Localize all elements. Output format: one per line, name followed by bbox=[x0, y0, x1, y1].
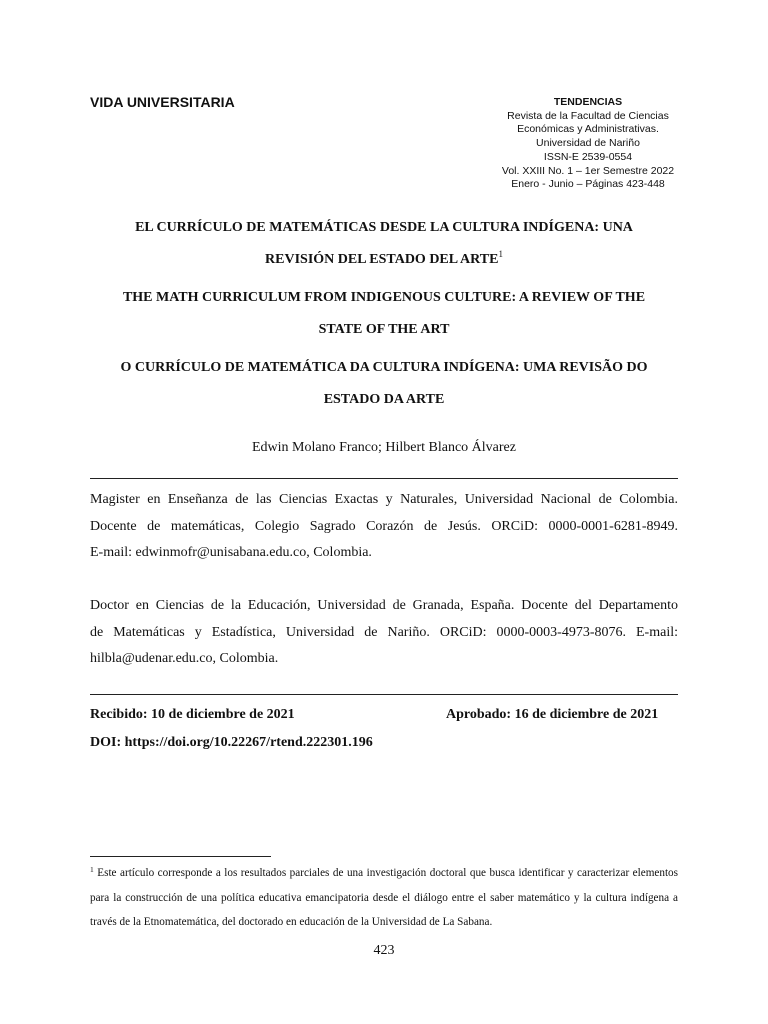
journal-line: Revista de la Facultad de Ciencias bbox=[507, 109, 669, 122]
journal-info bbox=[478, 96, 698, 192]
title-portuguese-line: O CURRÍCULO DE MATEMÁTICA DA CULTURA INDÍGENA: UMA REVISÃO DO bbox=[120, 360, 648, 375]
affiliation-line: Magister en Enseñanza de las Ciencias Exactas y Naturales, Universidad Nacional de Colombia. bbox=[90, 492, 678, 507]
divider bbox=[90, 478, 678, 479]
title-english bbox=[90, 282, 678, 346]
title-english-line: THE MATH CURRICULUM FROM INDIGENOUS CULTURE: A REVIEW OF THE bbox=[122, 290, 646, 305]
journal-line: Vol. XXIII No. 1 – 1er Semestre 2022 bbox=[501, 164, 675, 177]
journal-line: Universidad de Nariño bbox=[536, 137, 640, 150]
affiliation-line: Docente de matemáticas, Colegio Sagrado Corazón de Jesús. ORCiD: 0000-0001-6281-8949. bbox=[90, 518, 678, 534]
affiliation-line: de Matemáticas y Estadística, Universidad de Nariño. ORCiD: 0000-0003-4973-8076. E-mail: bbox=[90, 624, 678, 640]
footnote-divider bbox=[90, 856, 271, 857]
affiliation-line: E-mail: edwinmofr@unisabana.edu.co, Colombia. bbox=[90, 545, 372, 560]
footnote-marker: 1 bbox=[90, 865, 94, 874]
journal-line: Enero - Junio – Páginas 423-448 bbox=[511, 178, 665, 191]
footnote-text: Este artículo corresponde a los resultados parciales de una investigación doctoral que busca identificar y caracterizar elementos para la construcción de una política educativa emancipatoria desde el diálogo entre el saber matemático y la cultura indígena a través de la Etnomatemática, del doctorado en educación de la Universidad de La Sabana. bbox=[90, 867, 679, 928]
title-english-line: STATE OF THE ART bbox=[318, 322, 450, 337]
journal-line: Económicas y Administrativas. bbox=[517, 123, 659, 136]
page-number: 423 bbox=[373, 943, 395, 958]
affiliation-2 bbox=[90, 593, 678, 673]
footnote-ref[interactable]: 1 bbox=[498, 249, 503, 259]
author-list: Edwin Molano Franco; Hilbert Blanco Álvarez bbox=[252, 440, 516, 455]
title-portuguese-line: ESTADO DA ARTE bbox=[323, 392, 445, 407]
affiliation-line: Doctor en Ciencias de la Educación, Universidad de Granada, España. Docente del Departamento bbox=[90, 598, 678, 613]
approved-date: Aprobado: 16 de diciembre de 2021 bbox=[446, 707, 659, 722]
affiliation-line: hilbla@udenar.edu.co, Colombia. bbox=[90, 651, 279, 666]
footnote bbox=[90, 861, 678, 935]
divider bbox=[90, 694, 678, 695]
title-portuguese bbox=[90, 352, 678, 416]
journal-name: TENDENCIAS bbox=[553, 96, 623, 108]
section-label: VIDA UNIVERSITARIA bbox=[90, 94, 235, 110]
title-spanish-line: EL CURRÍCULO DE MATEMÁTICAS DESDE LA CULTURA INDÍGENA: UNA bbox=[135, 220, 633, 235]
received-date: Recibido: 10 de diciembre de 2021 bbox=[90, 707, 295, 722]
doi-link[interactable]: DOI: https://doi.org/10.22267/rtend.222301.196 bbox=[90, 735, 373, 750]
journal-line: ISSN-E 2539-0554 bbox=[543, 150, 633, 163]
title-spanish bbox=[90, 212, 678, 276]
affiliation-1 bbox=[90, 487, 678, 567]
title-spanish-line: REVISIÓN DEL ESTADO DEL ARTE$^1$ bbox=[265, 249, 503, 267]
